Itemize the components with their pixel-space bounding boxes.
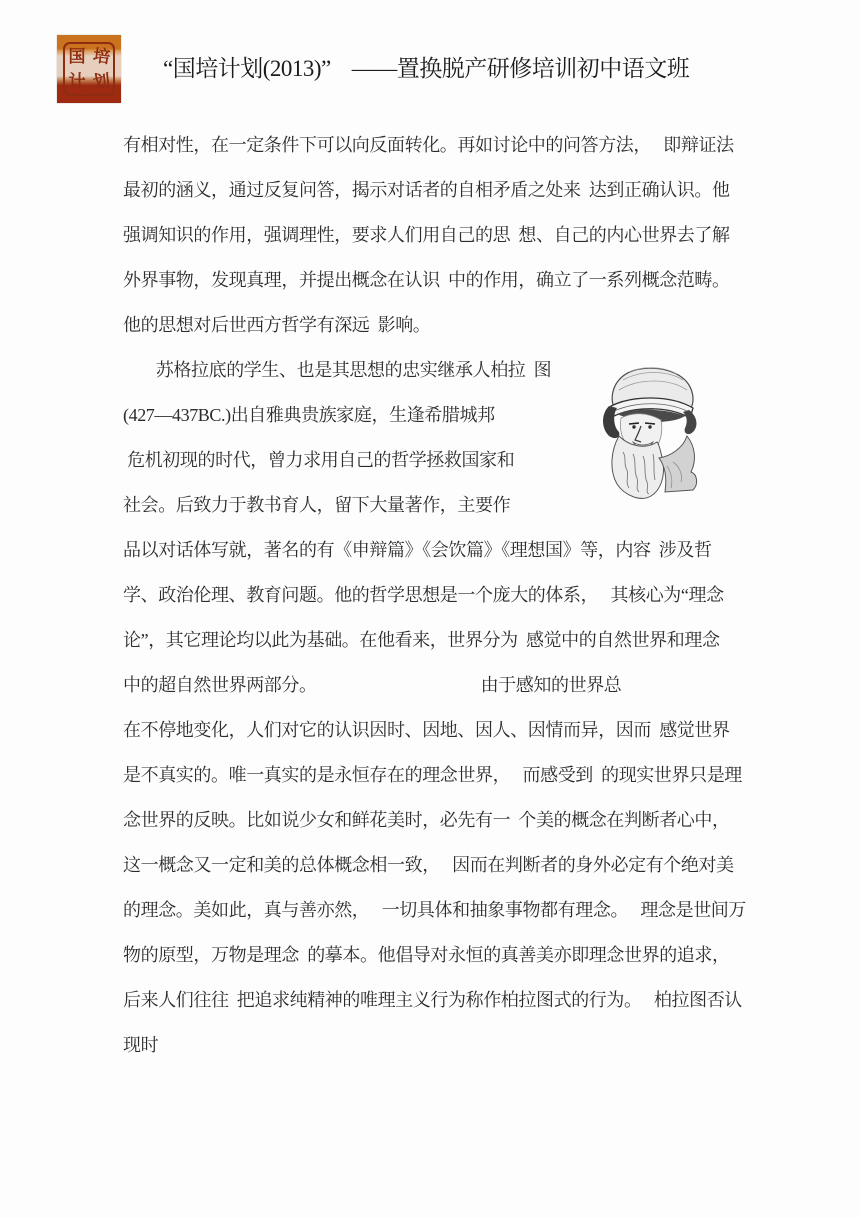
seal-char: 国 <box>68 47 86 66</box>
text-line: 现时 <box>123 1035 159 1055</box>
text-line: (427—437BC.)出自雅典贵族家庭，生逢希腊城邦 <box>123 405 495 425</box>
text-line: 的理念。美如此，真与善亦然， 一切具体和抽象事物都有理念。 理念是世间万 <box>123 900 746 920</box>
text-line: 学、政治伦理、教育问题。他的哲学思想是一个庞大的体系， 其核心为“理念 <box>123 585 724 605</box>
text-line: 社会。后致力于教书育人，留下大量著作，主要作 <box>123 495 511 515</box>
text-line: 最初的涵义，通过反复问答，揭示对话者的自相矛盾之处来 达到正确认识。他 <box>123 180 730 200</box>
text-line: 他的思想对后世西方哲学有深远 影响。 <box>123 315 431 335</box>
text-line: 是不真实的。唯一真实的是永恒存在的理念世界， 而感受到 的现实世界只是理 <box>123 765 742 785</box>
seal-char: 计 <box>68 72 86 91</box>
text-line: 物的原型，万物是理念 的摹本。他倡导对永恒的真善美亦即理念世界的追求， <box>123 945 730 965</box>
document-header-title: “国培计划(2013)” ——置换脱产研修培训初中语文班 <box>163 56 690 81</box>
seal-char: 划 <box>91 71 111 92</box>
plato-portrait-image <box>593 362 711 504</box>
text-line: 念世界的反映。比如说少女和鲜花美时，必先有一 个美的概念在判断者心中， <box>123 810 730 830</box>
seal-char: 培 <box>91 45 111 68</box>
text-line: 外界事物，发现真理，并提出概念在认识 中的作用，确立了一系列概念范畴。 <box>123 270 730 290</box>
text-line: 强调知识的作用，强调理性，要求人们用自己的思 想、自己的内心世界去了解 <box>123 225 730 245</box>
text-line: 危机初现的时代，曾力求用自己的哲学拯救国家和 <box>123 450 515 470</box>
text-line: 中的超自然世界两部分。 由于感知的世界总 <box>123 675 622 695</box>
text-line: 在不停地变化，人们对它的认识因时、因地、因人、因情而异，因而 感觉世界 <box>123 720 730 740</box>
plato-portrait-svg <box>593 362 711 504</box>
text-line: 品以对话体写就，著名的有《申辩篇》《会饮篇》《理想国》等，内容 涉及哲 <box>123 540 712 560</box>
text-line: 论”，其它理论均以此为基础。在他看来，世界分为 感觉中的自然世界和理念 <box>123 630 720 650</box>
guopei-seal-logo <box>57 35 121 103</box>
document-body <box>123 123 783 1068</box>
text-line: 这一概念又一定和美的总体概念相一致， 因而在判断者的身外必定有个绝对美 <box>123 855 734 875</box>
text-line: 苏格拉底的学生、也是其思想的忠实继承人柏拉 图 <box>123 360 552 380</box>
text-line: 有相对性，在一定条件下可以向反面转化。再如讨论中的问答方法， 即辩证法 <box>123 135 734 155</box>
text-line: 后来人们往往 把追求纯精神的唯理主义行为称作柏拉图式的行为。 柏拉图否认 <box>123 990 742 1010</box>
seal-stamp <box>63 42 115 96</box>
